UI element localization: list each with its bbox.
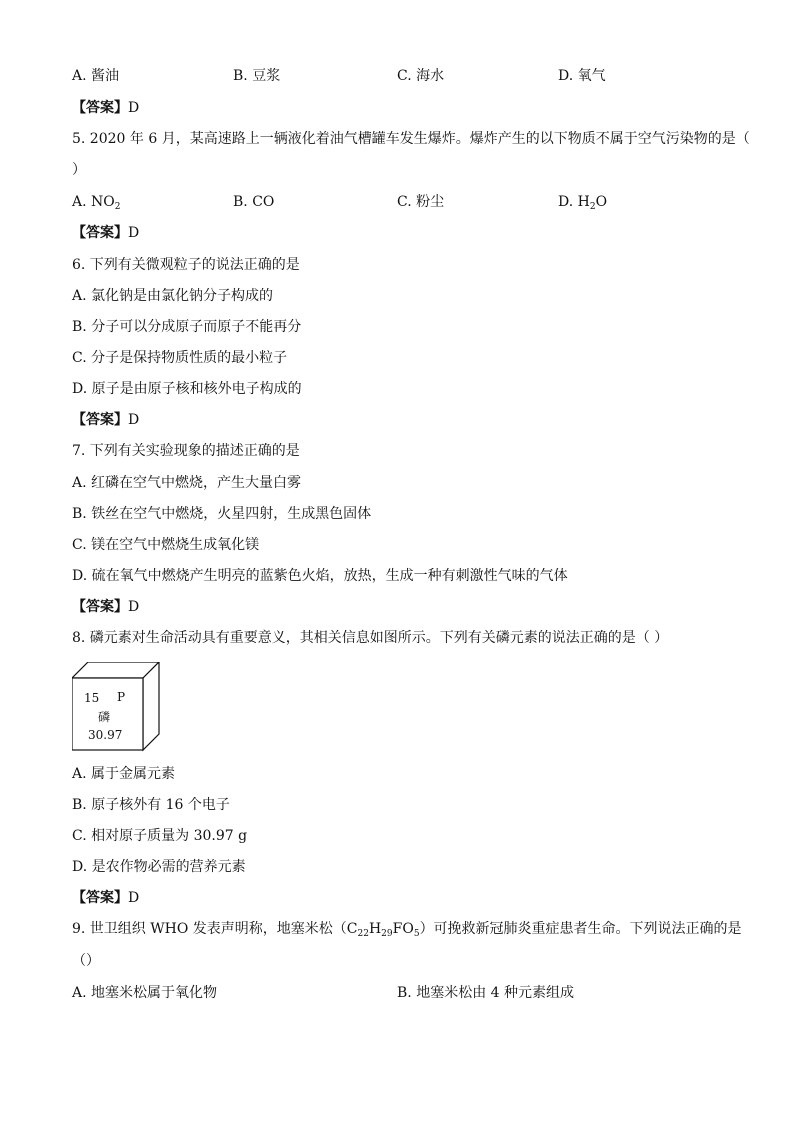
answer-value: D [128, 599, 140, 615]
q5-option-a: A. $NO_2$ [72, 194, 121, 212]
q8-stem: 8. 磷元素对生命活动具有重要意义，其相关信息如图所示。下列有关磷元素的说法正确的是（ ） [72, 630, 669, 646]
q5-option-c: C. 粉尘 [397, 194, 445, 210]
q6-option-c: C. 分子是保持物质性质的最小粒子 [72, 350, 288, 366]
q6-stem: 6. 下列有关微观粒子的说法正确的是 [72, 257, 300, 273]
q8-answer [72, 888, 139, 908]
q8-option-d: D. 是农作物必需的营养元素 [72, 859, 246, 875]
element-cube-figure [72, 662, 164, 754]
answer-label: 【答案】 [72, 225, 128, 241]
q5-stem-cont: ） [72, 162, 86, 178]
answer-value: D [128, 225, 140, 241]
element-symbol: P [117, 690, 126, 704]
q7-answer [72, 597, 139, 617]
q8-option-b: B. 原子核外有 16 个电子 [72, 797, 230, 813]
q7-option-d: D. 硫在氧气中燃烧产生明亮的蓝紫色火焰，放热，生成一种有刺激性气味的气体 [72, 568, 568, 584]
q5-option-d: D. $H_2O$ [558, 194, 608, 212]
q5-stem: 5. 2020 年 6 月，某高速路上一辆液化着油气槽罐车发生爆炸。爆炸产生的以下物质不属于空气污染物的是（ [72, 131, 750, 147]
element-mass: 30.97 [88, 728, 123, 742]
q4-answer [72, 98, 139, 118]
q7-option-c: C. 镁在空气中燃烧生成氧化镁 [72, 537, 260, 553]
answer-value: D [128, 100, 140, 116]
element-atomic-number: 15 [84, 691, 100, 705]
q9-stem: 9. 世卫组织 WHO 发表声明称，地塞米松$(C_{22}H_{29}FO_5)$可挽救新冠肺炎重症患者生命。下列说法正确的是 [72, 921, 742, 939]
q4-option-b: B. 豆浆 [233, 68, 281, 84]
q6-option-b: B. 分子可以分成原子而原子不能再分 [72, 319, 302, 335]
q8-option-c: C. 相对原子质量为 30.97 g [72, 828, 248, 844]
q9-option-a: A. 地塞米松属于氧化物 [72, 985, 218, 1001]
q4-option-c: C. 海水 [397, 68, 445, 84]
q8-option-a: A. 属于金属元素 [72, 766, 176, 782]
answer-value: D [128, 412, 140, 428]
answer-label: 【答案】 [72, 599, 128, 615]
answer-value: D [128, 890, 140, 906]
q6-option-a: A. 氯化钠是由氯化钠分子构成的 [72, 288, 274, 304]
q7-option-a: A. 红磷在空气中燃烧，产生大量白雾 [72, 475, 302, 491]
q6-option-d: D. 原子是由原子核和核外电子构成的 [72, 381, 302, 397]
q9-option-b: B. 地塞米松由 4 种元素组成 [397, 985, 574, 1001]
q6-answer [72, 410, 139, 430]
q9-stem-cont: （） [72, 953, 100, 969]
element-name: 磷 [98, 710, 111, 724]
answer-label: 【答案】 [72, 890, 128, 906]
q4-option-d: D. 氧气 [558, 68, 606, 84]
answer-label: 【答案】 [72, 100, 128, 116]
q7-stem: 7. 下列有关实验现象的描述正确的是 [72, 443, 300, 459]
q5-answer [72, 223, 139, 243]
answer-label: 【答案】 [72, 412, 128, 428]
q5-option-b: B. CO [233, 194, 275, 210]
q4-option-a: A. 酱油 [72, 68, 120, 84]
q7-option-b: B. 铁丝在空气中燃烧，火星四射，生成黑色固体 [72, 506, 372, 522]
